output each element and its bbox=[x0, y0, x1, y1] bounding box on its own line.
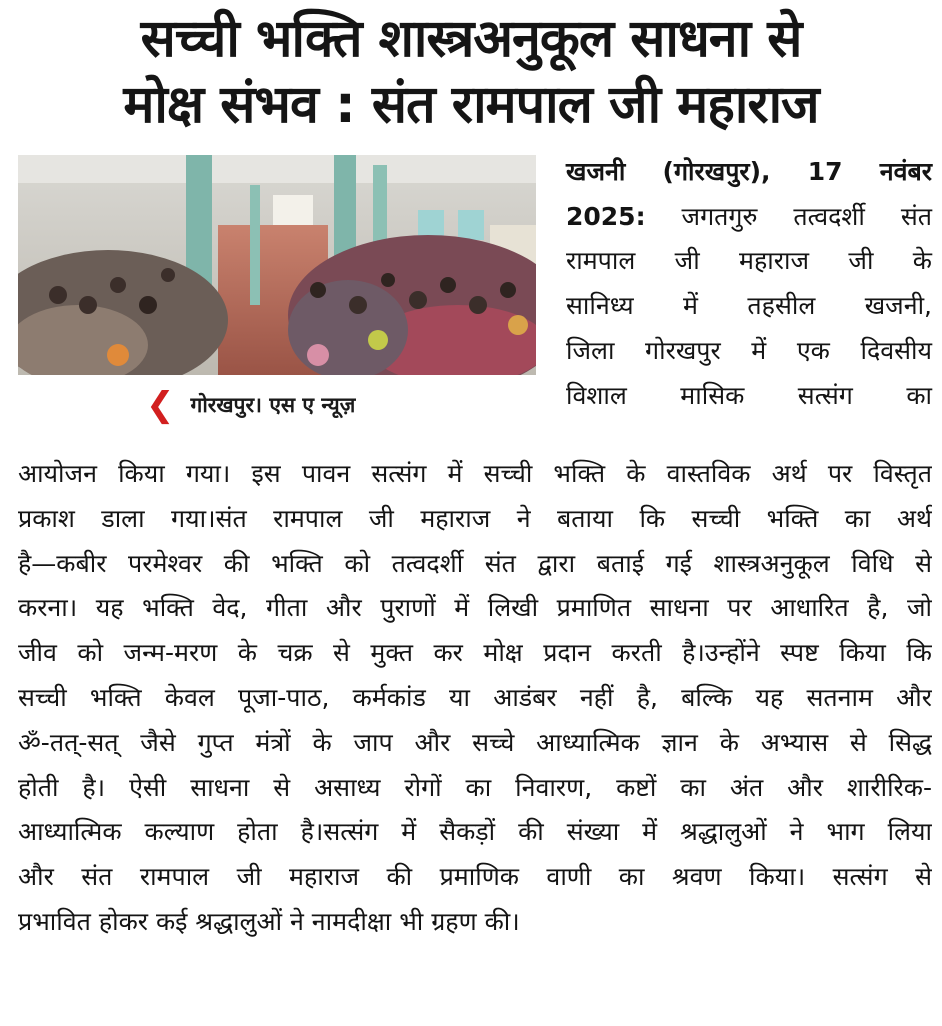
chevron-left-icon: ❮ bbox=[146, 385, 175, 425]
caption-text: गोरखपुर। एस ए न्यूज़ bbox=[190, 393, 356, 417]
body-line-8: होती है। ऐसी साधना से असाध्य रोगों का निवारण, कष्टों का अंत और शारीरिक- bbox=[18, 772, 932, 802]
article-side-column bbox=[566, 150, 932, 418]
side-line-3: सानिध्य में तहसील खजनी, bbox=[566, 291, 932, 321]
article-body bbox=[18, 452, 932, 945]
side-line-2: रामपाल जी महाराज जी के bbox=[566, 246, 932, 276]
body-line-11: प्रभावित होकर कई श्रद्धालुओं ने नामदीक्षा भी ग्रहण की। bbox=[18, 906, 520, 936]
dateline: खजनी (गोरखपुर), 17 नवंबर 2025: bbox=[566, 157, 932, 231]
body-line-1: आयोजन किया गया। इस पावन सत्संग में सच्ची भक्ति के वास्तविक अर्थ पर विस्तृत bbox=[18, 459, 932, 488]
body-line-2: प्रकाश डाला गया।संत रामपाल जी महाराज ने बताया कि सच्ची भक्ति का अर्थ bbox=[18, 503, 932, 533]
satsang-hall-image bbox=[18, 155, 536, 375]
side-line-4: जिला गोरखपुर में एक दिवसीय bbox=[566, 335, 932, 365]
body-line-6: सच्ची भक्ति केवल पूजा-पाठ, कर्मकांड या आडंबर नहीं है, बल्कि यह सतनाम और bbox=[18, 682, 932, 712]
body-line-3: है—कबीर परमेश्वर की भक्ति को तत्वदर्शी संत द्वारा बताई गई शास्त्रअनुकूल विधि से bbox=[18, 548, 932, 578]
dateline-and-first-line bbox=[566, 150, 932, 239]
headline-line-1: सच्ची भक्ति शास्त्रअनुकूल साधना से bbox=[140, 9, 802, 69]
side-line-1: जगतगुरु तत्वदर्शी संत bbox=[681, 201, 932, 231]
body-line-4: करना। यह भक्ति वेद, गीता और पुराणों में लिखी प्रमाणित साधना पर आधारित है, जो bbox=[18, 593, 932, 623]
body-line-5: जीव को जन्म-मरण के चक्र से मुक्त कर मोक्ष प्रदान करती है।उन्होंने स्पष्ट किया कि bbox=[18, 638, 932, 668]
body-line-7: ॐ-तत्-सत् जैसे गुप्त मंत्रों के जाप और सच्चे आध्यात्मिक ज्ञान के अभ्यास से सिद्ध bbox=[18, 727, 932, 757]
body-line-9: आध्यात्मिक कल्याण होता है।सत्संग में सैकड़ों की संख्या में श्रद्धालुओं ने भाग लिया bbox=[18, 817, 932, 847]
photo-caption bbox=[146, 385, 356, 425]
headline-line-2: मोक्ष संभव : संत रामपाल जी महाराज bbox=[123, 75, 819, 135]
side-line-5: विशाल मासिक सत्संग का bbox=[566, 380, 932, 410]
satsang-photo bbox=[18, 155, 536, 375]
body-line-10: और संत रामपाल जी महाराज की प्रमाणिक वाणी का श्रवण किया। सत्संग से bbox=[18, 862, 932, 892]
headline bbox=[0, 6, 942, 138]
